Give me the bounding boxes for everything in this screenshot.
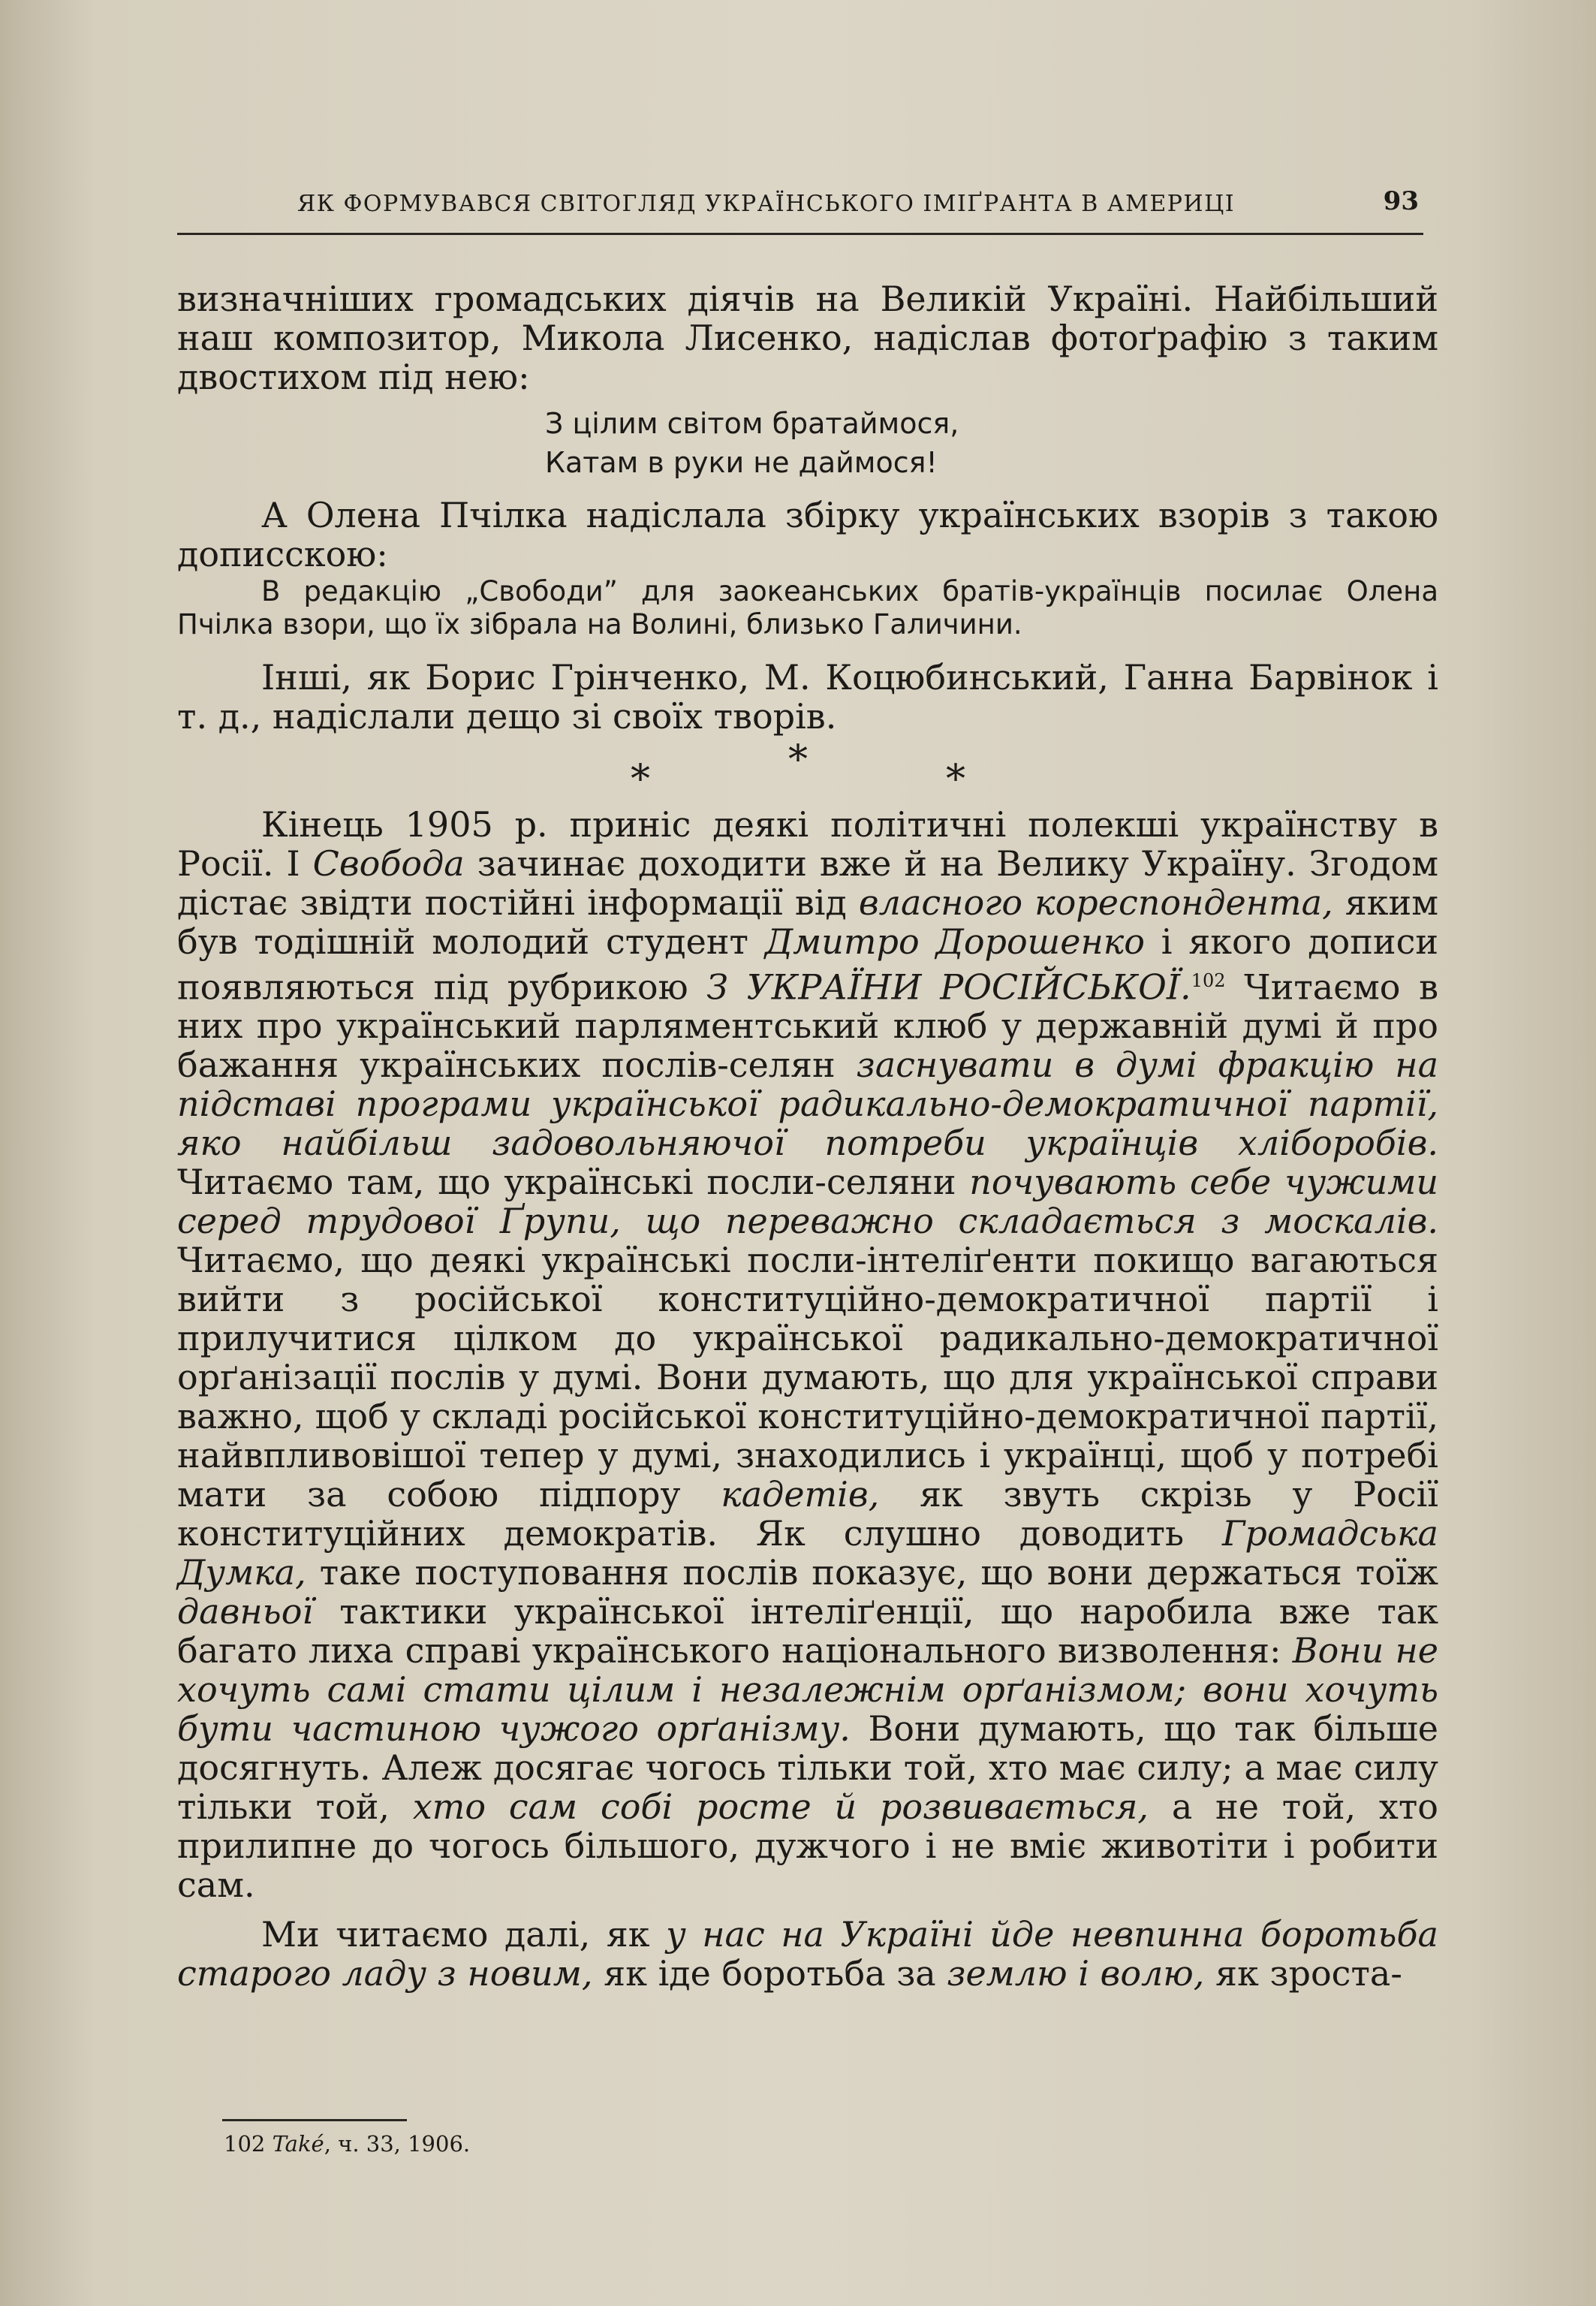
quoted-letter: В редакцію „Свободи” для заокеанських братів-українців посилає Олена Пчілка взори, що їх зібрала на Волині, близько Галичини. bbox=[177, 575, 1438, 641]
italic-text: Дмитро Дорошенко bbox=[764, 921, 1145, 962]
text: тактики української інтеліґенції, що наробила вже так багато лиха справі українського національного визволення: bbox=[177, 1591, 1438, 1671]
text: Читаємо в них про український парляментський клюб у державній думі й про бажання українських послів-селян bbox=[177, 966, 1439, 1086]
footnote-number: 102 bbox=[224, 2131, 266, 2157]
body-text bbox=[177, 279, 1438, 1993]
section-divider bbox=[177, 736, 1438, 800]
page-number: 93 bbox=[1383, 186, 1419, 216]
paragraph-5 bbox=[177, 1915, 1438, 1993]
footnote-divider bbox=[222, 2119, 407, 2121]
italic-text: Свобода bbox=[312, 843, 465, 884]
star: * bbox=[946, 757, 965, 802]
italic-text: З УКРАЇНИ РОСІЙСЬКОЇ. bbox=[706, 966, 1191, 1008]
italic-text: кадетів, bbox=[721, 1474, 880, 1515]
footnote bbox=[224, 2131, 470, 2157]
italic-text: власного кореспондента, bbox=[858, 882, 1333, 923]
footnote-source: Také bbox=[272, 2131, 324, 2157]
verse-line-1: З цілим світом братаймося, bbox=[545, 407, 959, 440]
text: як звуть скрізь у Росії конституційних демократів. Як слушно доводить bbox=[177, 1474, 1438, 1554]
italic-text: заснувати в думі фракцію на підставі програми української радикально-демократичної партії, яко найбільш задовольняючої потреби українців хліборобів. bbox=[177, 1044, 1439, 1164]
footnote-details: , ч. 33, 1906. bbox=[324, 2131, 471, 2157]
italic-text: землю і волю, bbox=[947, 1953, 1205, 1994]
text: і якого дописи появляються під рубрикою bbox=[177, 921, 1438, 1008]
text: яким був тодішній молодий студент bbox=[177, 882, 1438, 962]
text: Кінець 1905 р. приніс деякі політичні полекші українству в Росії. І bbox=[177, 804, 1438, 884]
paragraph-2: А Олена Пчілка надіслала збірку українських взорів з такою дописскою: bbox=[177, 495, 1438, 574]
text: Ми читаємо далі, як bbox=[261, 1914, 667, 1955]
star: * bbox=[788, 737, 808, 782]
text: зачинає доходити вже й на Велику Україну. Згодом дістає звідти постійні інформації від bbox=[177, 843, 1439, 923]
text: як зроста- bbox=[1204, 1953, 1402, 1994]
text: Читаємо там, що українські посли-селяни bbox=[177, 1162, 970, 1203]
verse-line-2: Катам в руки не даймося! bbox=[545, 446, 938, 479]
italic-text: хто сам собі росте й розвивається, bbox=[412, 1786, 1149, 1828]
italic-text: у нас на Україні йде невпинна боротьба старого ладу з новим, bbox=[177, 1914, 1438, 1994]
page-header bbox=[177, 186, 1423, 235]
italic-text: Громадська Думка, bbox=[177, 1513, 1438, 1593]
footnote-ref: 102 bbox=[1191, 970, 1226, 991]
italic-text: почувають себе чужими серед трудової Ґрупи, що переважно складається з москалів. bbox=[177, 1162, 1438, 1242]
star: * bbox=[631, 757, 650, 802]
verse bbox=[545, 404, 1438, 482]
text: Читаємо, що деякі українські посли-інтеліґенти покищо вагаються вийти з російської конституційно-демократичної партії і прилучитися цілком до української радикально-демократичної орґанізації послів у думі. Вони думають, що для української справи важно, щоб у складі російської конституційно-демократичної партії, найвпливовішої тепер у думі, знаходились і українці, щоб у потребі мати за собою підпору bbox=[177, 1240, 1438, 1515]
paragraph-3: Інші, як Борис Грінченко, М. Коцюбинський, Ганна Барвінок і т. д., надіслали дещо зі своїх творів. bbox=[177, 657, 1438, 737]
paragraph-4 bbox=[177, 805, 1438, 1904]
text: а не той, хто прилипне до чогось більшого, дужчого і не вміє животіти і робити сам. bbox=[177, 1786, 1438, 1906]
italic-text: Вони не хочуть самі стати цілим і незалежнім орґанізмом; вони хочуть бути частиною чужого орґанізму. bbox=[177, 1630, 1438, 1750]
running-title: ЯК ФОРМУВАВСЯ СВІТОГЛЯД УКРАЇНСЬКОГО ІМІҐРАНТА В АМЕРИЦІ bbox=[297, 191, 1236, 217]
text: таке поступовання послів показує, що вони держаться тоїж bbox=[306, 1552, 1438, 1593]
text: як іде боротьба за bbox=[592, 1953, 947, 1994]
text: Вони думають, що так більше досягнуть. Алеж досягає чогось тільки той, хто має силу; а має силу тільки той, bbox=[177, 1708, 1438, 1828]
italic-text: давньої bbox=[177, 1591, 314, 1632]
paragraph-1: визначніших громадських діячів на Великій Україні. Найбільший наш композитор, Микола Лисенко, надіслав фотоґрафію з таким двостихом під нею: bbox=[177, 279, 1438, 397]
